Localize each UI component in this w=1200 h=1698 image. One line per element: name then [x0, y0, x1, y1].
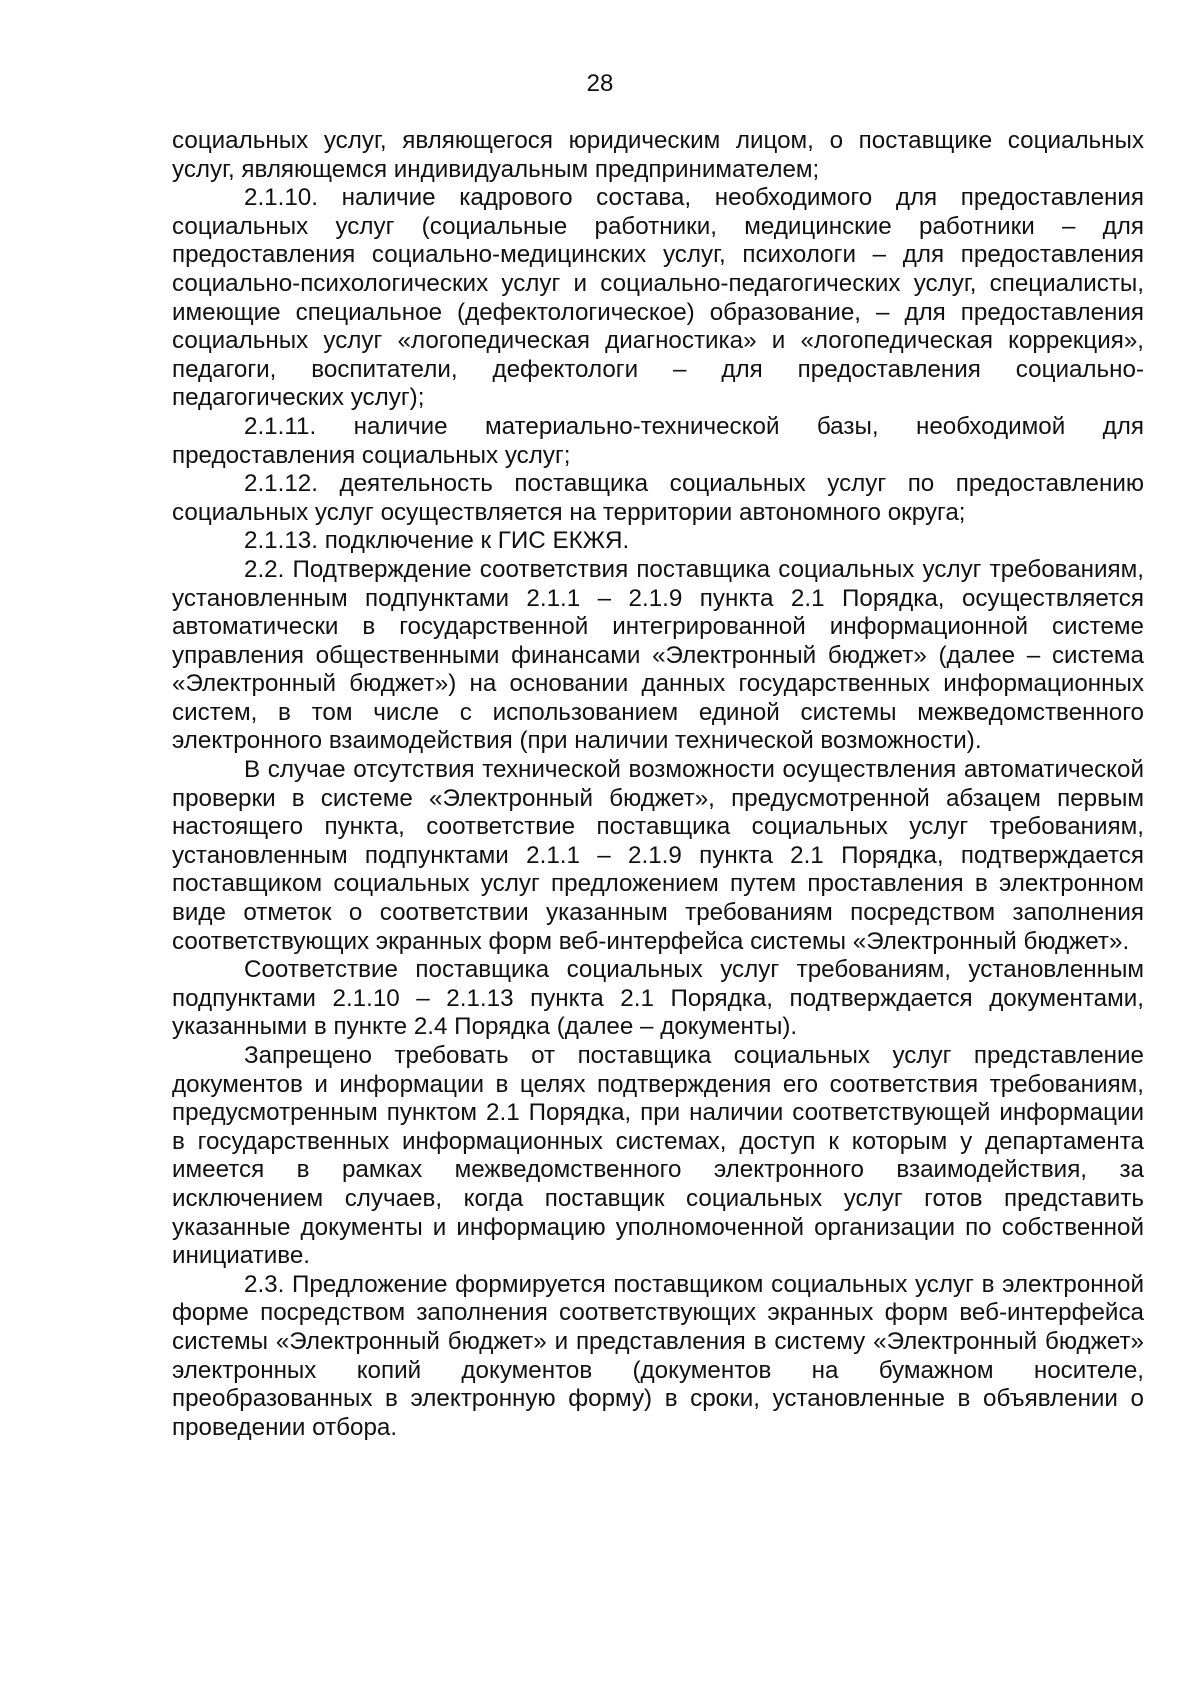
paragraph-2-2: 2.2. Подтверждение соответствия поставщика социальных услуг требованиям, установленным подпунктами 2.1.1 – 2.1.9 пункта 2.1 Порядка, осуществляется автоматически в государственной интегрированной информационной системе управления общественными финансами «Электронный бюджет» (далее – система «Электронный бюджет») на основании данных государственных информационных систем, в том числе с использованием единой системы межведомственного электронного взаимодействия (при наличии технической возможности). — [172, 555, 1144, 755]
paragraph-2-1-12: 2.1.12. деятельность поставщика социальных услуг по предоставлению социальных услуг осуществляется на территории автономного округа; — [172, 470, 1144, 526]
paragraph-continuation: социальных услуг, являющегося юридическим лицом, о поставщике социальных услуг, являющемся индивидуальным предпринимателем; — [172, 127, 1144, 183]
paragraph-2-3: 2.3. Предложение формируется поставщиком социальных услуг в электронной форме посредством заполнения соответствующих экранных форм веб-интерфейса системы «Электронный бюджет» и представления в систему «Электронный бюджет» электронных копий документов (документов на бумажном носителе, преобразованных в электронную форму) в сроки, установленные в объявлении о проведении отбора. — [172, 1270, 1144, 1441]
paragraph-2-2-manual-check: В случае отсутствия технической возможности осуществления автоматической проверки в системе «Электронный бюджет», предусмотренной абзацем первым настоящего пункта, соответствие поставщика социальных услуг требованиям, установленным подпунктами 2.1.1 – 2.1.9 пункта 2.1 Порядка, подтверждается поставщиком социальных услуг предложением путем проставления в электронном виде отметок о соответствии указанным требованиям посредством заполнения соответствующих экранных форм веб-интерфейса системы «Электронный бюджет». — [172, 756, 1144, 955]
paragraph-2-2-documents: Соответствие поставщика социальных услуг требованиям, установленным подпунктами 2.1.10 – 2.1.13 пункта 2.1 Порядка, подтверждается документами, указанными в пункте 2.4 Порядка (далее – документы). — [172, 956, 1144, 1041]
paragraph-2-2-prohibition: Запрещено требовать от поставщика социальных услуг представление документов и информации в целях подтверждения его соответствия требованиям, предусмотренным пунктом 2.1 Порядка, при наличии соответствующей информации в государственных информационных системах, доступ к которым у департамента имеется в рамках межведомственного электронного взаимодействия, за исключением случаев, когда поставщик социальных услуг готов представить указанные документы и информацию уполномоченной организации по собственной инициативе. — [172, 1042, 1144, 1270]
paragraph-2-1-11: 2.1.11. наличие материально-технической базы, необходимой для предоставления социальных услуг; — [172, 412, 1144, 469]
paragraph-2-1-13: 2.1.13. подключение к ГИС ЕКЖЯ. — [244, 527, 630, 555]
page-number: 28 — [586, 70, 614, 97]
document-body — [172, 127, 1144, 1442]
paragraph-2-1-10: 2.1.10. наличие кадрового состава, необходимого для предоставления социальных услуг (социальные работники, медицинские работники – для предоставления социально-медицинских услуг, психологи – для предоставления социально-психологических услуг и социально-педагогических услуг, специалисты, имеющие специальное (дефектологическое) образование, – для предоставления социальных услуг «логопедическая диагностика» и «логопедическая коррекция», педагоги, воспитатели, дефектологи – для предоставления социально-педагогических услуг); — [172, 184, 1144, 412]
